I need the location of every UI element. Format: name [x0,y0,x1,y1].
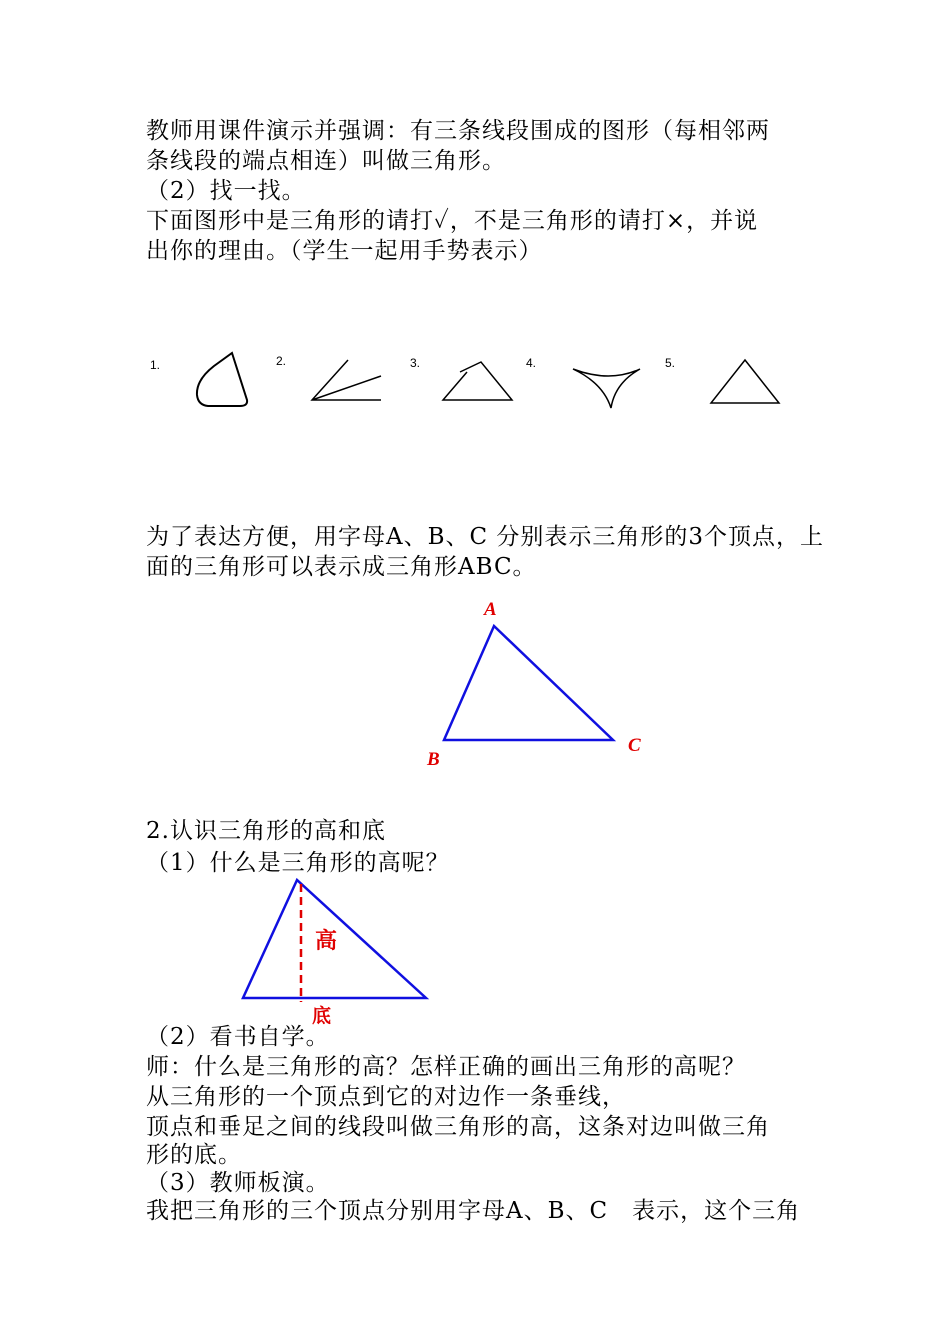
vertex-label-c: C [628,735,641,756]
paragraph-line: 下面图形中是三角形的请打✓，不是三角形的请打×，并说 [146,208,759,234]
figure-label-5: 5. [665,356,676,370]
paragraph-line: （2）找一找。 [146,178,306,204]
height-label: 高 [315,928,338,954]
paragraph-line: 从三角形的一个顶点到它的对边作一条垂线， [146,1084,626,1110]
vertex-label-b: B [427,749,440,770]
paragraph-line: 条线段的端点相连）叫做三角形。 [146,148,506,174]
vertex-label-a: A [484,599,497,620]
figure-label-2: 2. [276,354,287,368]
paragraph-line: 出你的理由。（学生一起用手势表示） [146,238,543,264]
figure-label-1: 1. [150,358,161,372]
paragraph-line: 面的三角形可以表示成三角形ABC。 [146,554,537,580]
paragraph-line: 教师用课件演示并强调：有三条线段围成的图形（每相邻两 [146,118,770,144]
paragraph-line: 师：什么是三角形的高？怎样正确的画出三角形的高呢？ [146,1054,746,1080]
paragraph-line: 形的底。 [146,1142,242,1168]
paragraph-line: 我把三角形的三个顶点分别用字母A、B、C 表示，这个三角 [146,1198,801,1224]
paragraph-line: （1）什么是三角形的高呢？ [146,850,450,876]
base-label: 底 [312,1005,332,1027]
paragraph-line: （2）看书自学。 [146,1024,330,1050]
paragraph-line: 顶点和垂足之间的线段叫做三角形的高，这条对边叫做三角 [146,1114,770,1140]
figure-label-4: 4. [526,356,537,370]
section-heading: 2.认识三角形的高和底 [146,818,386,844]
figure-label-3: 3. [410,356,421,370]
paragraph-line: （3）教师板演。 [146,1170,330,1196]
paragraph-line: 为了表达方便，用字母A、B、C 分别表示三角形的3个顶点，上 [146,524,825,550]
